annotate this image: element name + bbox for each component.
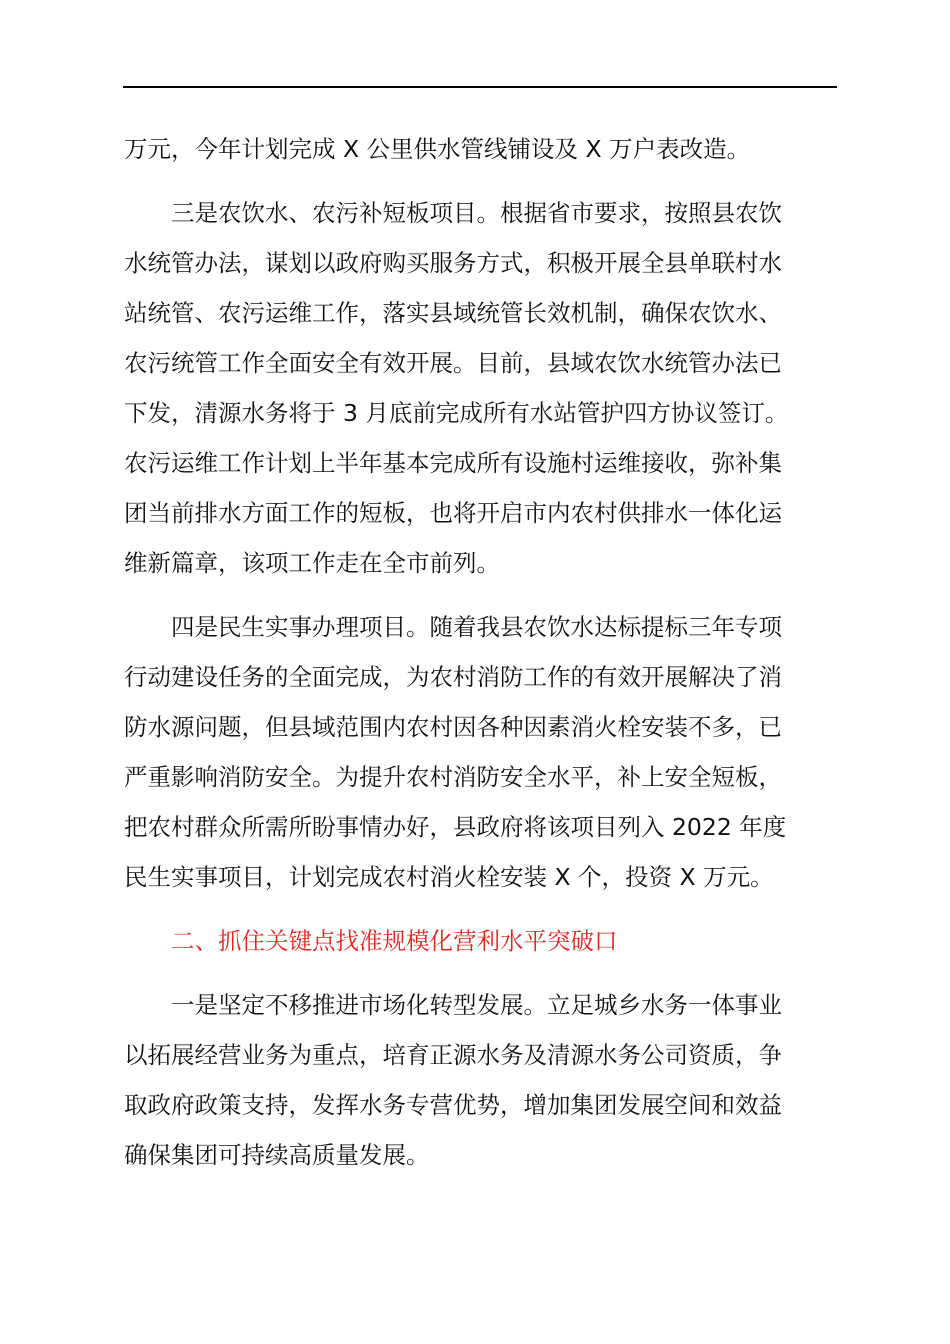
paragraph-line: 防水源问题，但县域范围内农村因各种因素消火栓安装不多，已: [124, 713, 782, 741]
paragraph-continuation: 万元，今年计划完成 X 公里供水管线铺设及 X 万户表改造。: [124, 135, 751, 163]
paragraph-line: 把农村群众所需所盼事情办好，县政府将该项目列入 2022 年度: [124, 813, 787, 841]
paragraph-line: 以拓展经营业务为重点，培育正源水务及清源水务公司资质，争: [124, 1041, 782, 1069]
section-heading: 二、抓住关键点找准规模化营利水平突破口: [171, 927, 618, 955]
paragraph-line: 三是农饮水、农污补短板项目。根据省市要求，按照县农饮: [171, 199, 782, 227]
header-rule: [123, 86, 837, 88]
paragraph-line: 确保集团可持续高质量发展。: [124, 1141, 430, 1169]
paragraph-line: 农污运维工作计划上半年基本完成所有设施村运维接收，弥补集: [124, 449, 782, 477]
paragraph-line: 维新篇章，该项工作走在全市前列。: [124, 549, 500, 577]
paragraph-line: 民生实事项目，计划完成农村消火栓安装 X 个，投资 X 万元。: [124, 863, 774, 891]
paragraph-line: 下发，清源水务将于 3 月底前完成所有水站管护四方协议签订。: [124, 399, 789, 427]
paragraph-line: 行动建设任务的全面完成，为农村消防工作的有效开展解决了消: [124, 663, 782, 691]
paragraph-line: 四是民生实事办理项目。随着我县农饮水达标提标三年专项: [171, 613, 782, 641]
paragraph-line: 严重影响消防安全。为提升农村消防安全水平，补上安全短板，: [124, 763, 782, 791]
document-body: [124, 124, 837, 1180]
paragraph-line: 水统管办法，谋划以政府购买服务方式，积极开展全县单联村水: [124, 249, 782, 277]
paragraph-line: 一是坚定不移推进市场化转型发展。立足城乡水务一体事业: [171, 991, 782, 1019]
paragraph-line: 团当前排水方面工作的短板，也将开启市内农村供排水一体化运: [124, 499, 782, 527]
paragraph-line: 站统管、农污运维工作，落实县域统管长效机制，确保农饮水、: [124, 299, 782, 327]
paragraph-line: 取政府政策支持，发挥水务专营优势，增加集团发展空间和效益: [124, 1091, 782, 1119]
paragraph-line: 农污统管工作全面安全有效开展。目前，县域农饮水统管办法已: [124, 349, 782, 377]
